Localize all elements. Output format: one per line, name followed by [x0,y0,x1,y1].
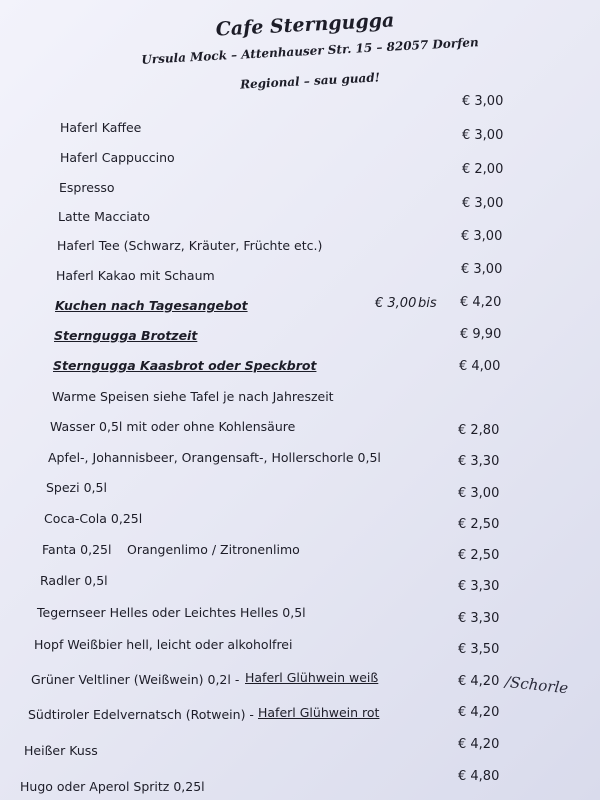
item-schorle: Apfel-, Johannisbeer, Orangensaft-, Hollerschorle 0,5l [48,450,381,465]
price-kaasbrot: € 4,00 [459,359,501,374]
item-espresso: Espresso [59,180,115,195]
item-warme-speisen: Warme Speisen siehe Tafel je nach Jahreszeit [52,389,334,404]
item-gluehwein-weiss: Haferl Glühwein weiß [245,670,379,685]
price-hugo-aperol: € 4,80 [458,769,500,784]
price-espresso: € 2,00 [462,162,504,177]
item-kaasbrot: Sterngugga Kaasbrot oder Speckbrot [53,358,317,373]
price-gruener-veltliner: € 4,20 [458,674,500,689]
price-radler: € 3,30 [458,579,500,594]
price-coca-cola: € 2,50 [458,517,500,532]
item-kuchen: Kuchen nach Tagesangebot [55,298,248,313]
item-wasser: Wasser 0,5l mit oder ohne Kohlensäure [50,419,296,434]
handwritten-note: /Schorle [504,672,570,698]
item-heisser-kuss: Heißer Kuss [24,743,98,758]
price-tegernseer: € 3,30 [458,611,500,626]
price-spezi: € 3,00 [458,486,500,501]
price-wasser: € 2,80 [458,423,500,438]
item-haferl-cappuccino: Haferl Cappuccino [60,150,175,165]
price-haferl-kaffee: € 3,00 [462,94,504,109]
price-kuchen-bis: bis [418,296,437,311]
price-heisser-kuss: € 4,20 [458,737,500,752]
price-sterngugga-brotzeit: € 9,90 [460,327,502,342]
price-haferl-cappuccino: € 3,00 [462,128,504,143]
item-fanta: Fanta 0,25l [42,542,112,557]
item-suedtiroler: Südtiroler Edelvernatsch (Rotwein) - [28,707,254,722]
price-latte-macciato: € 3,00 [462,196,504,211]
item-hugo-aperol: Hugo oder Aperol Spritz 0,25l [20,779,205,794]
item-sterngugga-brotzeit: Sterngugga Brotzeit [54,328,198,343]
item-gruener-veltliner: Grüner Veltliner (Weißwein) 0,2l - [31,672,240,687]
item-haferl-tee: Haferl Tee (Schwarz, Kräuter, Früchte etc.) [57,238,323,253]
price-kuchen: € 4,20 [460,295,502,310]
item-fanta-limo: Orangenlimo / Zitronenlimo [127,542,300,557]
item-radler: Radler 0,5l [40,573,108,588]
price-fanta: € 2,50 [458,548,500,563]
item-haferl-kaffee: Haferl Kaffee [60,120,142,135]
price-haferl-kakao: € 3,00 [461,262,503,277]
item-haferl-kakao: Haferl Kakao mit Schaum [56,268,215,283]
price-hopf-weissbier: € 3,50 [458,642,500,657]
item-tegernseer: Tegernseer Helles oder Leichtes Helles 0,5l [37,605,306,620]
price-suedtiroler: € 4,20 [458,705,500,720]
item-coca-cola: Coca-Cola 0,25l [44,511,143,526]
price-haferl-tee: € 3,00 [461,229,503,244]
cafe-title: Cafe Sterngugga [215,9,395,41]
item-hopf-weissbier: Hopf Weißbier hell, leicht oder alkoholfrei [34,637,293,652]
item-spezi: Spezi 0,5l [46,480,107,495]
cafe-slogan: Regional – sau guad! [239,70,381,92]
price-schorle: € 3,30 [458,454,500,469]
price-kuchen-from: € 3,00 [375,296,417,311]
item-gluehwein-rot: Haferl Glühwein rot [258,705,380,720]
cafe-address: Ursula Mock – Attenhauser Str. 15 – 82057 Dorfen [140,35,479,67]
item-latte-macciato: Latte Macciato [58,209,150,224]
